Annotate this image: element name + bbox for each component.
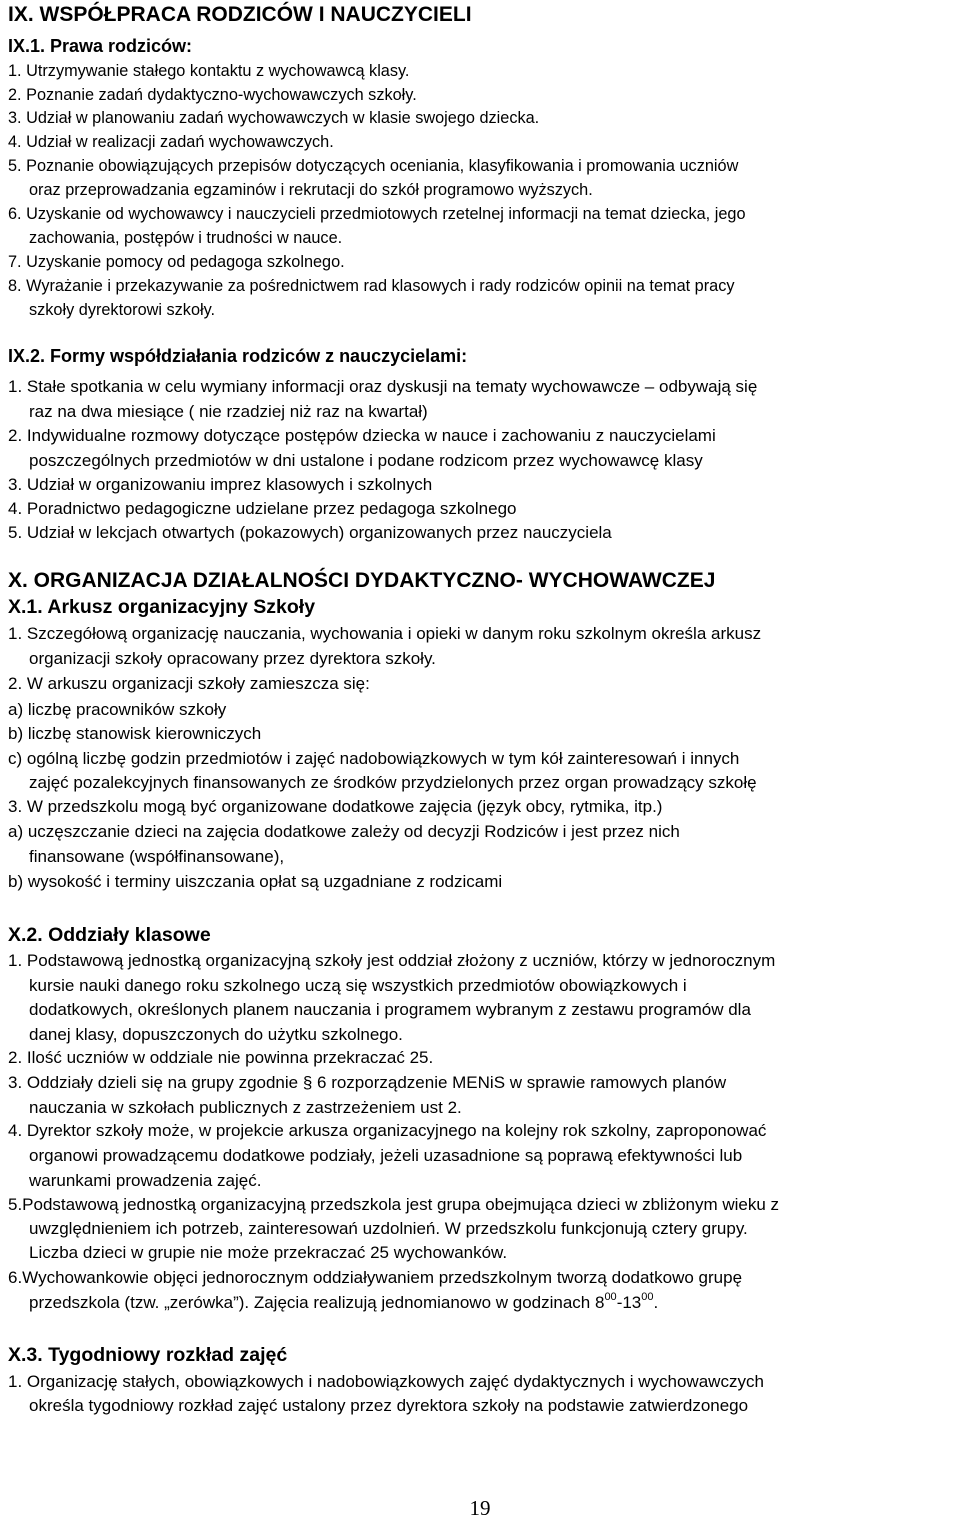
list-item: 2. W arkuszu organizacji szkoły zamieszcza się: [8,674,370,693]
list-item-continuation: organowi prowadzącemu dodatkowe podziały, jeżeli uzasadnione są poprawą efektywności lub [29,1146,743,1165]
list-item: 3. Udział w planowaniu zadań wychowawczych w klasie swojego dziecka. [8,109,540,127]
list-item: 2. Indywidualne rozmowy dotyczące postępów dziecka w nauce i zachowaniu z nauczycielami [8,426,716,445]
sentence-end: . [653,1293,659,1312]
list-item-continuation: oraz przeprowadzania egzaminów i rekrutacji do szkół programowo wyższych. [29,181,593,199]
section-ix1-title: IX.1. Prawa rodziców: [8,36,193,56]
list-item-continuation: nauczania w szkołach publicznych z zastrzeżeniem ust 2. [29,1098,462,1117]
list-item: a) liczbę pracowników szkoły [8,700,227,719]
list-item: 6. Uzyskanie od wychowawcy i nauczycieli przedmiotowych rzetelnej informacji na temat dziecka, jego [8,205,746,223]
zerowka-text: przedszkola (tzw. „zerówka”). Zajęcia realizują jednomianowo w godzinach 8 [29,1293,605,1312]
list-item-continuation: uwzględnieniem ich potrzeb, zainteresowań uzdolnień. W przedszkolu funkcjonują cztery grupy. [29,1219,748,1238]
list-item-continuation: Liczba dzieci w grupie nie może przekraczać 25 wychowanków. [29,1243,508,1262]
section-ix2-title: IX.2. Formy współdziałania rodziców z nauczycielami: [8,346,468,366]
list-item: 7. Uzyskanie pomocy od pedagoga szkolnego. [8,253,345,271]
list-item: 1. Organizację stałych, obowiązkowych i nadobowiązkowych zajęć dydaktycznych i wychowawczych [8,1372,764,1391]
list-item: 5. Udział w lekcjach otwartych (pokazowych) organizowanych przez nauczyciela [8,523,612,542]
list-item-continuation: danej klasy, dopuszczonych do użytku szkolnego. [29,1025,403,1044]
list-item-continuation: zajęć pozalekcyjnych finansowanych ze środków przydzielonych przez organ prowadzący szkołę [29,773,757,792]
section-ix-title: IX. WSPÓŁPRACA RODZICÓW I NAUCZYCIELI [8,3,472,26]
list-item: c) ogólną liczbę godzin przedmiotów i zajęć nadobowiązkowych w tym kół zainteresowań i innych [8,749,740,768]
section-x1-title: X.1. Arkusz organizacyjny Szkoły [8,596,316,618]
list-item: 1. Szczegółową organizację nauczania, wychowania i opieki w danym roku szkolnym określa arkusz [8,624,762,643]
list-item: 4. Poradnictwo pedagogiczne udzielane przez pedagoga szkolnego [8,499,517,518]
list-item-continuation: szkoły dyrektorowi szkoły. [29,301,216,319]
list-item: 1. Stałe spotkania w celu wymiany informacji oraz dyskusji na tematy wychowawcze – odbywają się [8,377,758,396]
list-item: 3. Udział w organizowaniu imprez klasowych i szkolnych [8,475,433,494]
time-separator: -13 [616,1293,642,1312]
list-item: 5. Poznanie obowiązujących przepisów dotyczących oceniania, klasyfikowania i promowania uczniów [8,157,739,175]
time-superscript: 00 [641,1291,654,1303]
page-number: 19 [469,1496,491,1520]
list-item: 2. Ilość uczniów w oddziale nie powinna przekraczać 25. [8,1048,434,1067]
list-item: a) uczęszczanie dzieci na zajęcia dodatkowe zależy od decyzji Rodziców i jest przez nich [8,822,680,841]
list-item-continuation: finansowane (współfinansowane), [29,847,285,866]
list-item-continuation: raz na dwa miesiące ( nie rzadziej niż raz na kwartał) [29,402,428,421]
time-superscript: 00 [604,1291,617,1303]
list-item: 2. Poznanie zadań dydaktyczno-wychowawczych szkoły. [8,86,417,104]
list-item: 8. Wyrażanie i przekazywanie za pośrednictwem rad klasowych i rady rodziców opinii na temat pracy [8,277,735,295]
list-item: 6.Wychowankowie objęci jednorocznym oddziaływaniem przedszkolnym tworzą dodatkowo grupę [8,1268,743,1287]
list-item: 3. W przedszkolu mogą być organizowane dodatkowe zajęcia (język obcy, rytmika, itp.) [8,797,663,816]
list-item-continuation: dodatkowych, określonych planem nauczania i programem wybranym z zestawu programów dla [29,1000,751,1019]
list-item-continuation: organizacji szkoły opracowany przez dyrektora szkoły. [29,649,436,668]
list-item: b) wysokość i terminy uiszczania opłat są uzgadniane z rodzicami [8,872,503,891]
list-item: 4. Udział w realizacji zadań wychowawczych. [8,133,334,151]
list-item-continuation [29,1291,659,1312]
section-x2-title: X.2. Oddziały klasowe [8,924,211,946]
list-item: 5.Podstawową jednostką organizacyjną przedszkola jest grupa obejmująca dzieci w zbliżonym wieku z [8,1195,780,1214]
list-item: 4. Dyrektor szkoły może, w projekcie arkusza organizacyjnego na kolejny rok szkolny, zaproponować [8,1121,767,1140]
section-x-title: X. ORGANIZACJA DZIAŁALNOŚCI DYDAKTYCZNO- WYCHOWAWCZEJ [8,569,716,592]
list-item-continuation: poszczególnych przedmiotów w dni ustalone i podane rodzicom przez wychowawcę klasy [29,451,703,470]
list-item: b) liczbę stanowisk kierowniczych [8,724,262,743]
list-item-continuation: kursie nauki danego roku szkolnego uczą się wszystkich przedmiotów obowiązkowych i [29,976,687,995]
list-item: 1. Utrzymywanie stałego kontaktu z wychowawcą klasy. [8,62,410,80]
list-item: 3. Oddziały dzieli się na grupy zgodnie § 6 rozporządzenie MENiS w sprawie ramowych planów [8,1073,727,1092]
list-item-continuation: warunkami prowadzenia zajęć. [29,1171,262,1190]
list-item-continuation: określa tygodniowy rozkład zajęć ustalony przez dyrektora szkoły na podstawie zatwierdzonego [29,1396,749,1415]
list-item: 1. Podstawową jednostką organizacyjną szkoły jest oddział złożony z uczniów, którzy w jednorocznym [8,951,776,970]
list-item-continuation: zachowania, postępów i trudności w nauce. [29,229,343,247]
section-x3-title: X.3. Tygodniowy rozkład zajęć [8,1344,288,1366]
